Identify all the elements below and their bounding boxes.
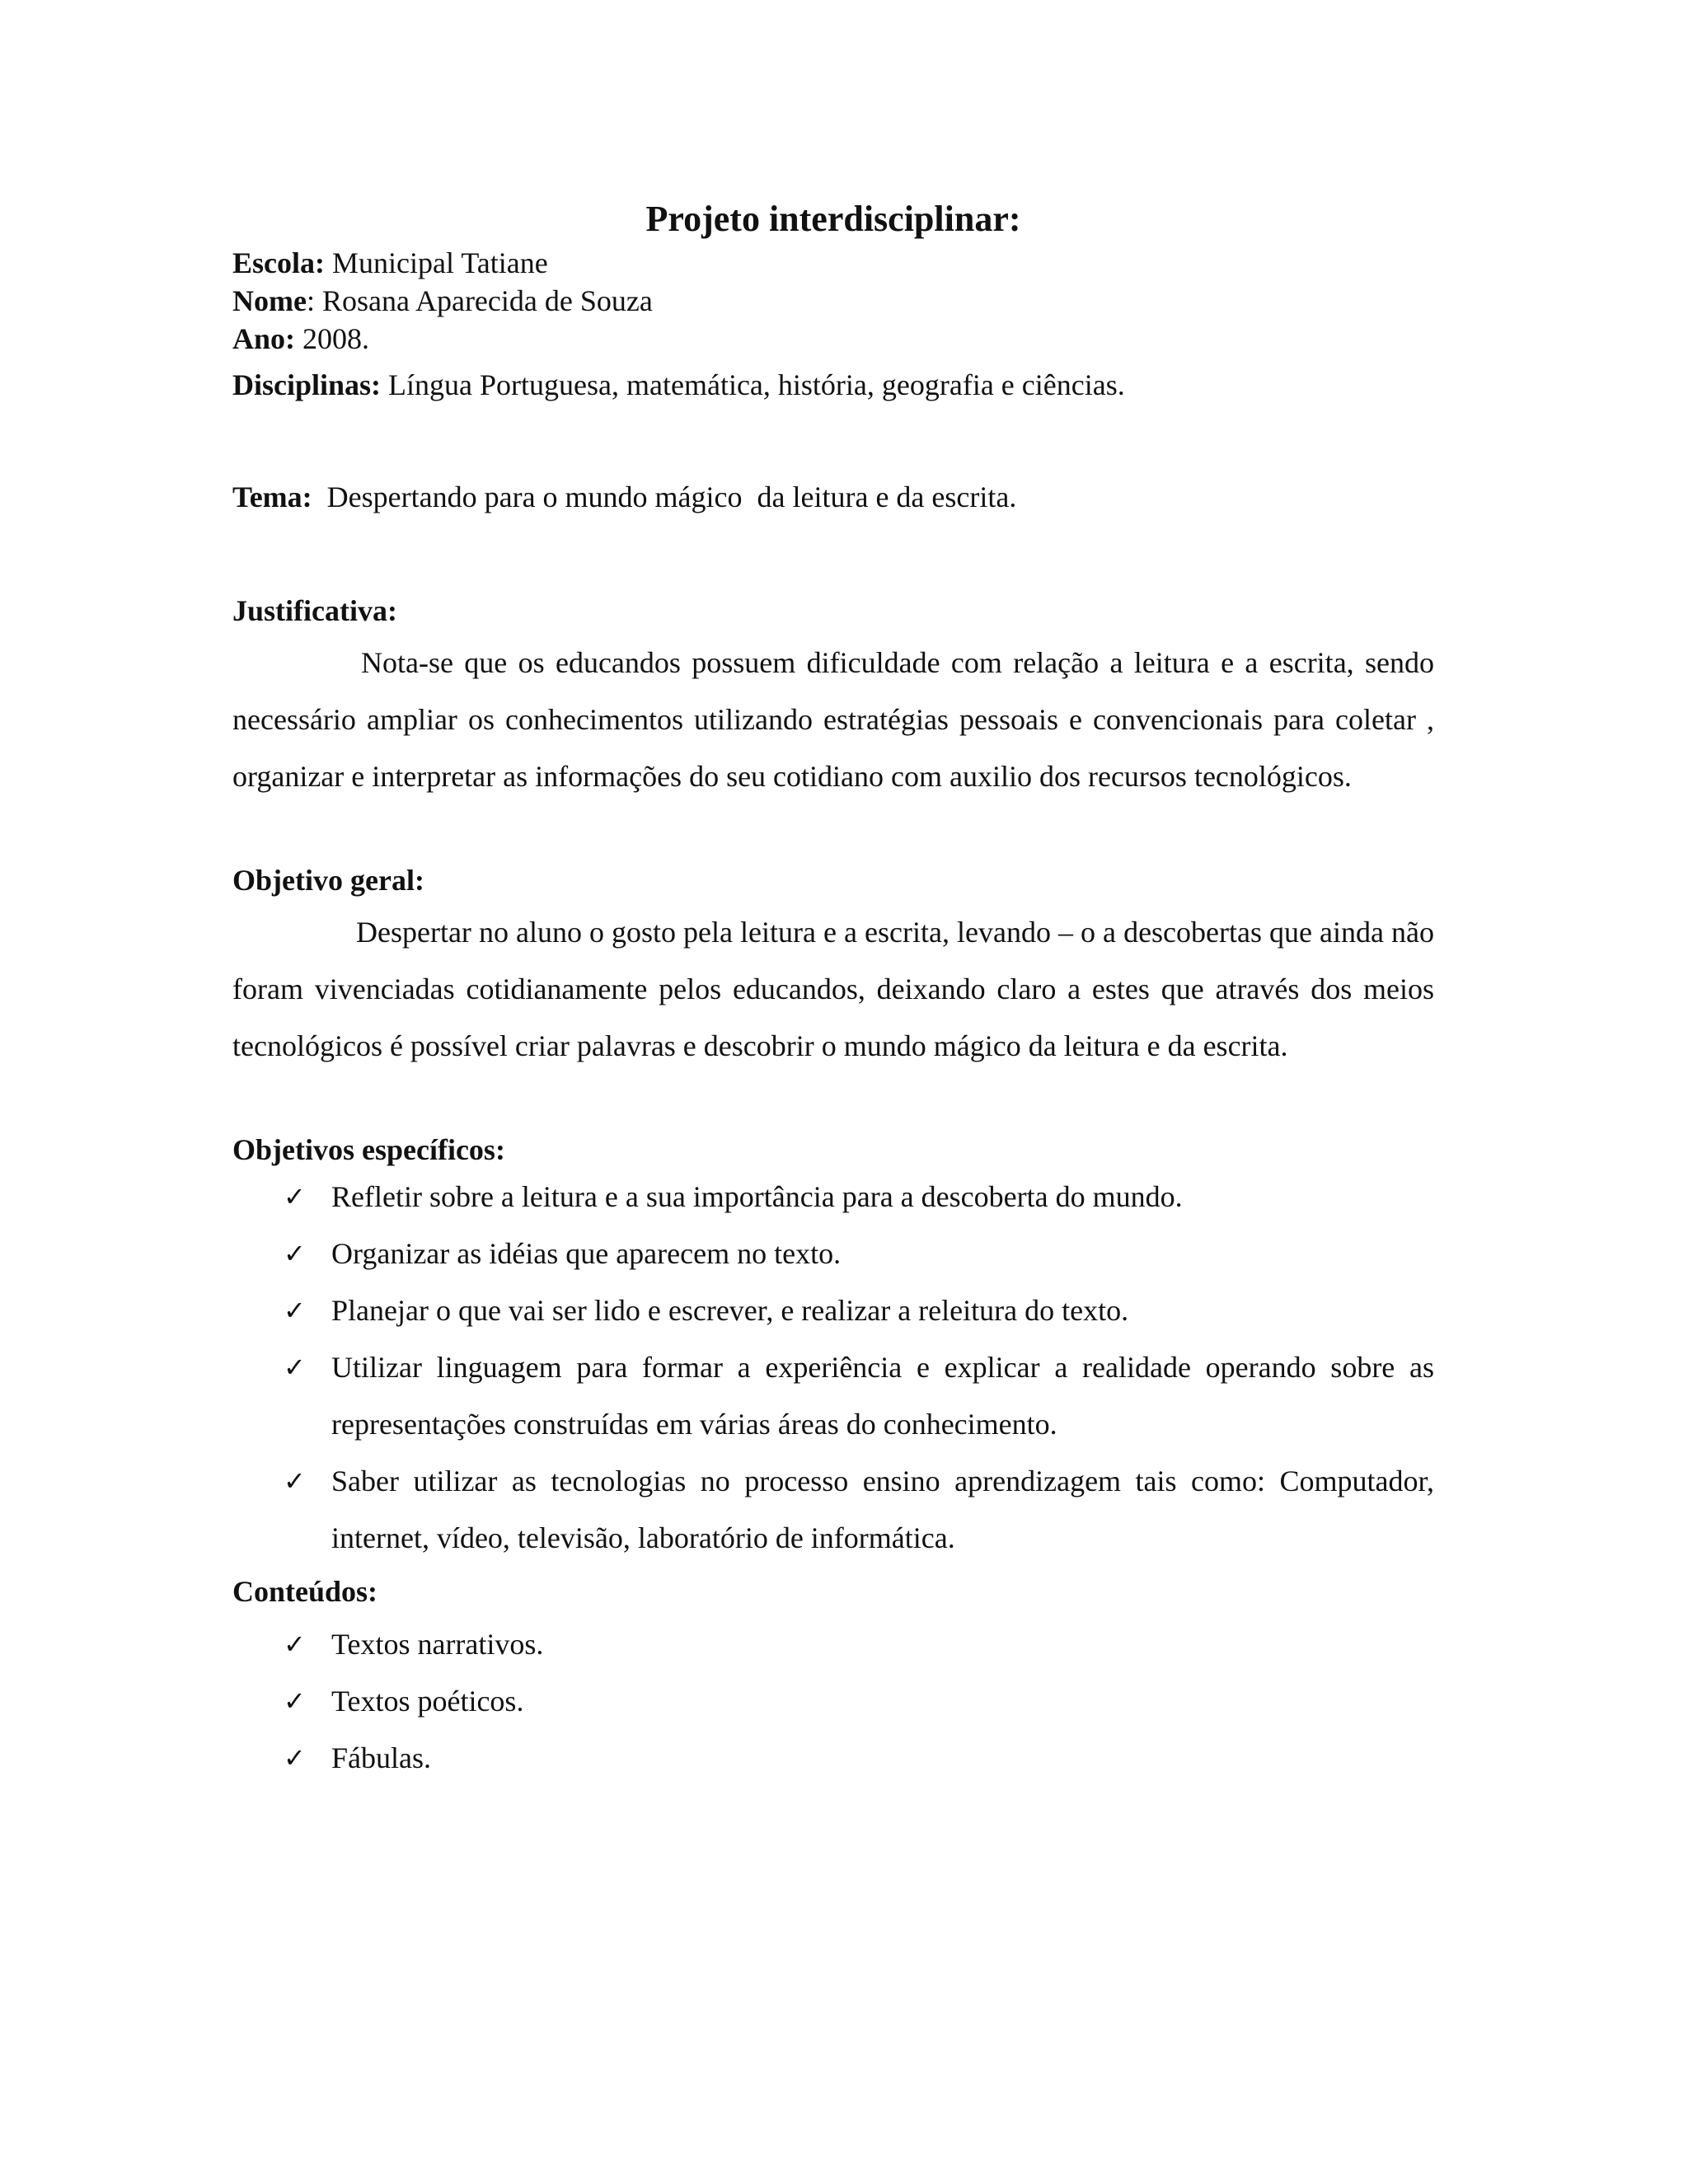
checkmark-icon: ✓ xyxy=(284,1629,306,1660)
list-item-text: Textos poéticos. xyxy=(331,1685,524,1718)
checkmark-icon: ✓ xyxy=(284,1352,306,1383)
checkmark-icon: ✓ xyxy=(284,1238,306,1269)
list-item xyxy=(232,1282,1434,1339)
ano-value: 2008. xyxy=(295,322,370,355)
list-item xyxy=(232,1730,1434,1787)
escola-line xyxy=(232,244,1434,282)
objetivo-geral-heading: Objetivo geral: xyxy=(232,864,424,897)
tema-value: Despertando para o mundo mágico da leitura e da escrita. xyxy=(312,480,1017,513)
list-item-text: Planejar o que vai ser lido e escrever, e realizar a releitura do texto. xyxy=(331,1294,1129,1327)
nome-line xyxy=(232,282,1434,320)
list-item-text: Organizar as idéias que aparecem no texto. xyxy=(331,1237,842,1270)
objetivos-especificos-list xyxy=(232,1169,1434,1567)
objetivos-especificos-heading: Objetivos específicos: xyxy=(232,1133,505,1166)
disciplinas-label: Disciplinas: xyxy=(232,368,382,401)
list-item xyxy=(232,1339,1434,1453)
nome-label: Nome xyxy=(232,284,307,317)
list-item-text: Fábulas. xyxy=(331,1741,431,1774)
objetivo-geral-paragraph: Despertar no aluno o gosto pela leitura e a escrita, levando – o a descobertas que ainda não foram vivenciadas cotidianamente pelos educandos, deixando claro a estes que através dos meios tecnológicos é possível criar palavras e descobrir o mundo mágico da leitura e da escrita. xyxy=(232,916,1434,1062)
justificativa-paragraph: Nota-se que os educandos possuem dificuldade com relação a leitura e a escrita, sendo necessário ampliar os conhecimentos utilizando estratégias pessoais e convencionais para coletar , organizar e interpretar as informações do seu cotidiano com auxilio dos recursos tecnológicos. xyxy=(232,646,1434,793)
document-title: Projeto interdisciplinar: xyxy=(645,199,1021,239)
nome-value: : Rosana Aparecida de Souza xyxy=(306,284,653,317)
checkmark-icon: ✓ xyxy=(284,1465,306,1497)
checkmark-icon: ✓ xyxy=(284,1295,306,1326)
list-item-text: Refletir sobre a leitura e a sua importância para a descoberta do mundo. xyxy=(331,1180,1183,1213)
list-item xyxy=(232,1453,1434,1567)
disciplinas-value: Língua Portuguesa, matemática, história, geografia e ciências. xyxy=(381,368,1125,401)
checkmark-icon: ✓ xyxy=(284,1742,306,1774)
list-item-text: Textos narrativos. xyxy=(331,1628,544,1661)
disciplinas-line xyxy=(232,366,1434,404)
list-item-text: Saber utilizar as tecnologias no processo ensino aprendizagem tais como: Computador, internet, vídeo, televisão, laboratório de informática. xyxy=(331,1465,1434,1554)
conteudos-list xyxy=(232,1616,1434,1787)
list-item-text: Utilizar linguagem para formar a experiência e explicar a realidade operando sobre as representações construídas em várias áreas do conhecimento. xyxy=(331,1351,1434,1441)
ano-label: Ano: xyxy=(232,322,296,355)
escola-value: Municipal Tatiane xyxy=(325,246,548,279)
ano-line xyxy=(232,320,1434,358)
tema-label: Tema: xyxy=(232,480,312,513)
list-item xyxy=(232,1169,1434,1226)
list-item xyxy=(232,1616,1434,1673)
tema-line xyxy=(232,478,1434,516)
conteudos-heading: Conteúdos: xyxy=(232,1575,378,1608)
checkmark-icon: ✓ xyxy=(284,1181,306,1212)
document-page xyxy=(232,198,1434,1787)
justificativa-heading: Justificativa: xyxy=(232,594,397,627)
checkmark-icon: ✓ xyxy=(284,1685,306,1717)
list-item xyxy=(232,1673,1434,1730)
list-item xyxy=(232,1226,1434,1282)
escola-label: Escola: xyxy=(232,246,325,279)
